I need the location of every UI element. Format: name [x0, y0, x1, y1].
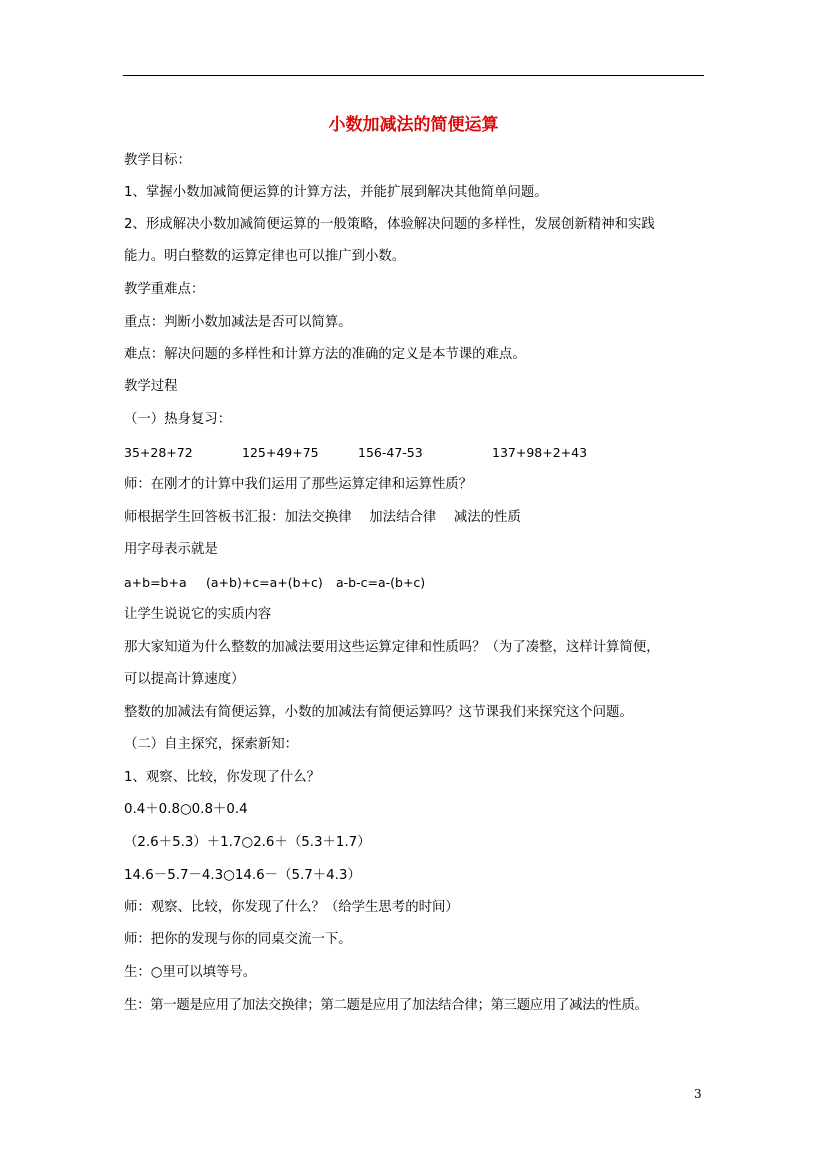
- paragraph: 让学生说说它的实质内容: [124, 607, 272, 622]
- paragraph: 那大家知道为什么整数的加减法要用这些运算定律和性质吗？（为了凑整，这样计算简便，: [124, 640, 660, 655]
- paragraph: 用字母表示就是: [124, 542, 218, 557]
- formula: a+b=b+a: [124, 575, 187, 590]
- paragraph: （2.6＋5.3）＋1.7○2.6＋（5.3＋1.7）: [124, 835, 371, 850]
- warmup-item: 125+49+75: [242, 445, 319, 460]
- paragraph: 教学目标：: [124, 153, 191, 168]
- formula: (a+b)+c=a+(b+c): [206, 575, 323, 590]
- paragraph: 能力。明白整数的运算定律也可以推广到小数。: [124, 249, 406, 264]
- paragraph: 2、形成解决小数加减简便运算的一般策略，体验解决问题的多样性，发展创新精神和实践: [124, 217, 655, 232]
- paragraph: 教学重难点：: [124, 282, 205, 297]
- paragraph: （二）自主探究，探索新知：: [124, 737, 299, 752]
- warmup-item: 156-47-53: [358, 445, 423, 460]
- paragraph: 1、掌握小数加减简便运算的计算方法，并能扩展到解决其他简单问题。: [124, 185, 548, 200]
- paragraph: 师：观察、比较，你发现了什么？（给学生思考的时间）: [124, 900, 459, 915]
- page-title: 小数加减法的简便运算: [328, 115, 499, 135]
- paragraph: 教学过程: [124, 379, 178, 394]
- page-number: 3: [694, 1087, 702, 1101]
- paragraph: 师：在刚才的计算中我们运用了那些运算定律和运算性质？: [124, 477, 473, 492]
- paragraph: 整数的加减法有简便运算，小数的加减法有简便运算吗？这节课我们来探究这个问题。: [124, 705, 633, 720]
- header-rule: [123, 75, 704, 76]
- paragraph: 生：○里可以填等号。: [124, 965, 257, 980]
- paragraph: 1、观察、比较，你发现了什么？: [124, 770, 320, 785]
- formula: a-b-c=a-(b+c): [336, 575, 426, 590]
- paragraph: 师根据学生回答板书汇报：加法交换律 加法结合律 减法的性质: [124, 510, 521, 525]
- warmup-item: 137+98+2+43: [492, 445, 588, 460]
- paragraph: 14.6－5.7－4.3○14.6－（5.7＋4.3）: [124, 868, 361, 883]
- paragraph: （一）热身复习：: [124, 412, 232, 427]
- paragraph: 可以提高计算速度）: [124, 672, 245, 687]
- formula-line: [124, 573, 709, 593]
- warmup-item: 35+28+72: [124, 445, 193, 460]
- warmup-calculations: [124, 443, 709, 463]
- paragraph: 生：第一题是应用了加法交换律；第二题是应用了加法结合律；第三题应用了减法的性质。: [124, 998, 648, 1013]
- paragraph: 0.4＋0.8○0.8＋0.4: [124, 802, 248, 817]
- paragraph: 难点：解决问题的多样性和计算方法的准确的定义是本节课的难点。: [124, 347, 526, 362]
- paragraph: 师：把你的发现与你的同桌交流一下。: [124, 932, 352, 947]
- paragraph: 重点：判断小数加减法是否可以简算。: [124, 315, 352, 330]
